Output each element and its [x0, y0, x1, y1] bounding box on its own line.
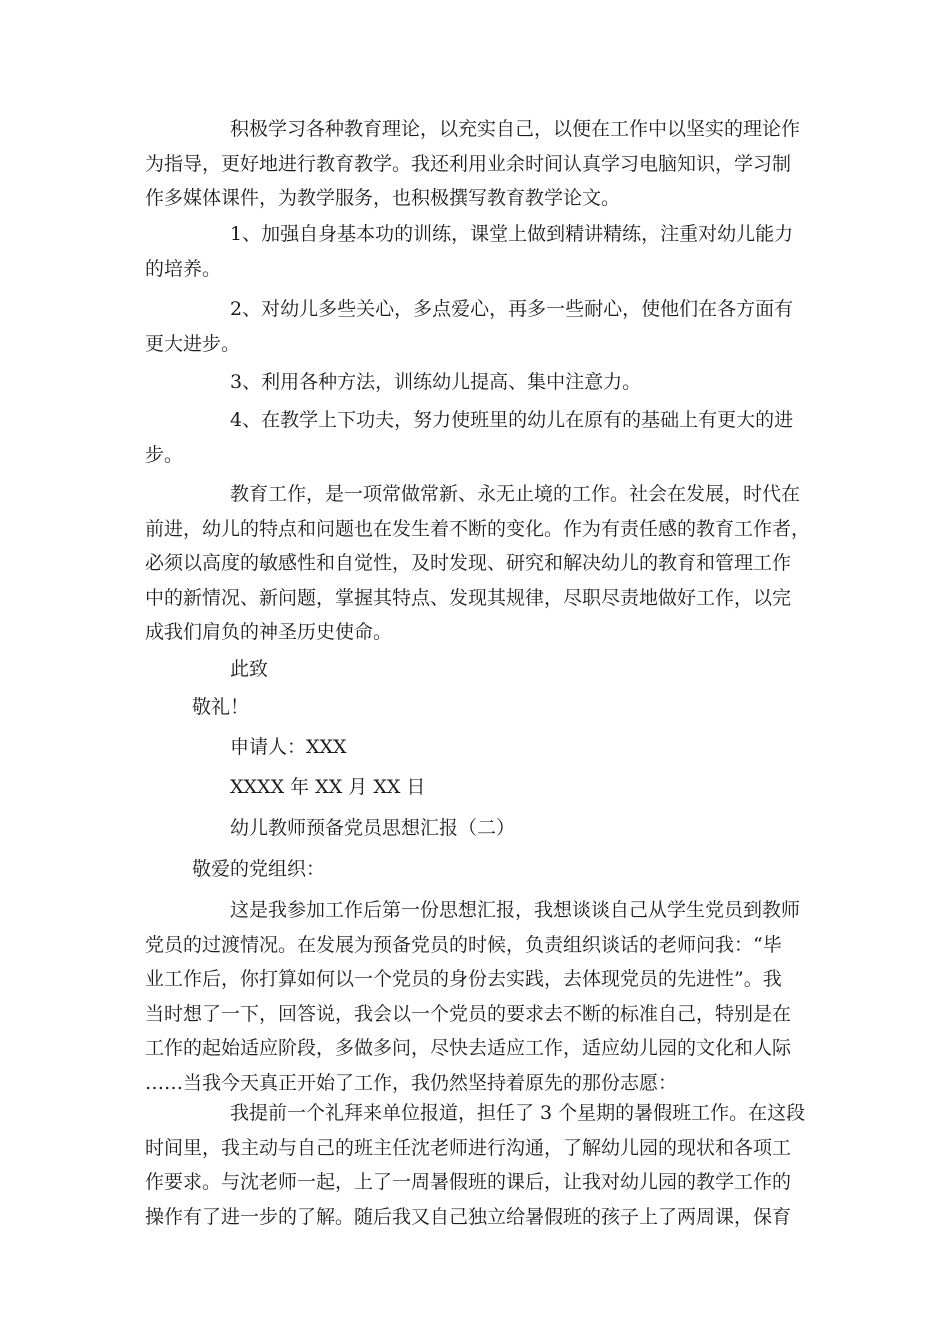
text-line: 教育工作，是一项常做常新、永无止境的工作。社会在发展，时代在: [230, 483, 801, 505]
text-line: 作要求。与沈老师一起，上了一周暑假班的课后，让我对幼儿园的教学工作的: [145, 1171, 792, 1193]
paragraph-item-1: [145, 217, 807, 286]
paragraph-item-2: [145, 292, 807, 361]
salutation: [145, 852, 807, 887]
text-line: 此致: [230, 658, 269, 680]
text-line: 工作的起始适应阶段，多做多问，尽快去适应工作，适应幼儿园的文化和人际: [145, 1037, 792, 1059]
text-line: 操作有了进一步的了解。随后我又自己独立给暑假班的孩子上了两周课，保育: [145, 1205, 792, 1228]
closing-jingli: [145, 690, 807, 725]
text-line: 更大进步。: [145, 332, 241, 355]
text-line: 我提前一个礼拜来单位报道，担任了 3 个星期的暑假班工作。在这段: [230, 1102, 806, 1124]
text-line: 业工作后，你打算如何以一个党员的身份去实践，去体现党员的先进性”。我: [145, 968, 782, 990]
text-line: 时间里，我主动与自己的班主任沈老师进行沟通，了解幼儿园的现状和各项工: [145, 1136, 792, 1159]
paragraph-first-report: [145, 893, 807, 1100]
text-line: 党员的过渡情况。在发展为预备党员的时候，负责组织谈话的老师问我：“毕: [145, 933, 782, 956]
text-line: 必须以高度的敏感性和自觉性，及时发现、研究和解决幼儿的教育和管理工作: [145, 552, 792, 574]
text-line: 2、对幼儿多些关心，多点爱心，再多一些耐心，使他们在各方面有: [230, 298, 794, 320]
date-line: [145, 770, 807, 805]
text-line: 的培养。: [145, 257, 222, 280]
text-line: 幼儿教师预备党员思想汇报（二）: [230, 817, 516, 839]
applicant-line: [145, 730, 807, 765]
text-line: 3、利用各种方法，训练幼儿提高、集中注意力。: [230, 371, 642, 393]
text-line: 4、在教学上下功夫，努力使班里的幼儿在原有的基础上有更大的进: [230, 409, 794, 431]
text-line: 当时想了一下，回答说，我会以一个党员的要求去不断的标准自己，特别是在: [145, 1002, 792, 1025]
text-line: 步。: [145, 443, 184, 466]
closing-cizhi: [145, 652, 807, 687]
paragraph-education-work: [145, 477, 811, 650]
text-line: 作多媒体课件，为教学服务，也积极撰写教育教学论文。: [145, 187, 621, 209]
paragraph-summer-class: [145, 1096, 807, 1234]
text-line: 敬礼！: [192, 696, 250, 718]
text-line: 成我们肩负的神圣历史使命。: [145, 621, 393, 643]
paragraph-theory-study: [145, 112, 807, 216]
text-line: 前进，幼儿的特点和问题也在发生着不断的变化。作为有责任感的教育工作者，: [145, 517, 811, 540]
text-line: 积极学习各种教育理论，以充实自己，以便在工作中以坚实的理论作: [230, 118, 801, 140]
paragraph-item-4: [145, 403, 807, 472]
text-line: 敬爱的党组织：: [192, 858, 326, 880]
report-title: [145, 811, 807, 846]
text-line: 中的新情况、新问题，掌握其特点、发现其规律，尽职尽责地做好工作，以完: [145, 586, 792, 609]
paragraph-item-3: [145, 365, 807, 400]
text-line: 1、加强自身基本功的训练，课堂上做到精讲精练，注重对幼儿能力: [230, 223, 794, 245]
text-line: ……当我今天真正开始了工作，我仍然坚持着原先的那份志愿：: [145, 1071, 678, 1094]
text-line: XXXX 年 XX 月 XX 日: [230, 776, 426, 798]
text-line: 这是我参加工作后第一份思想汇报，我想谈谈自己从学生党员到教师: [230, 899, 801, 921]
text-line: 为指导，更好地进行教育教学。我还利用业余时间认真学习电脑知识，学习制: [145, 152, 792, 175]
text-line: 申请人：XXX: [230, 736, 347, 758]
